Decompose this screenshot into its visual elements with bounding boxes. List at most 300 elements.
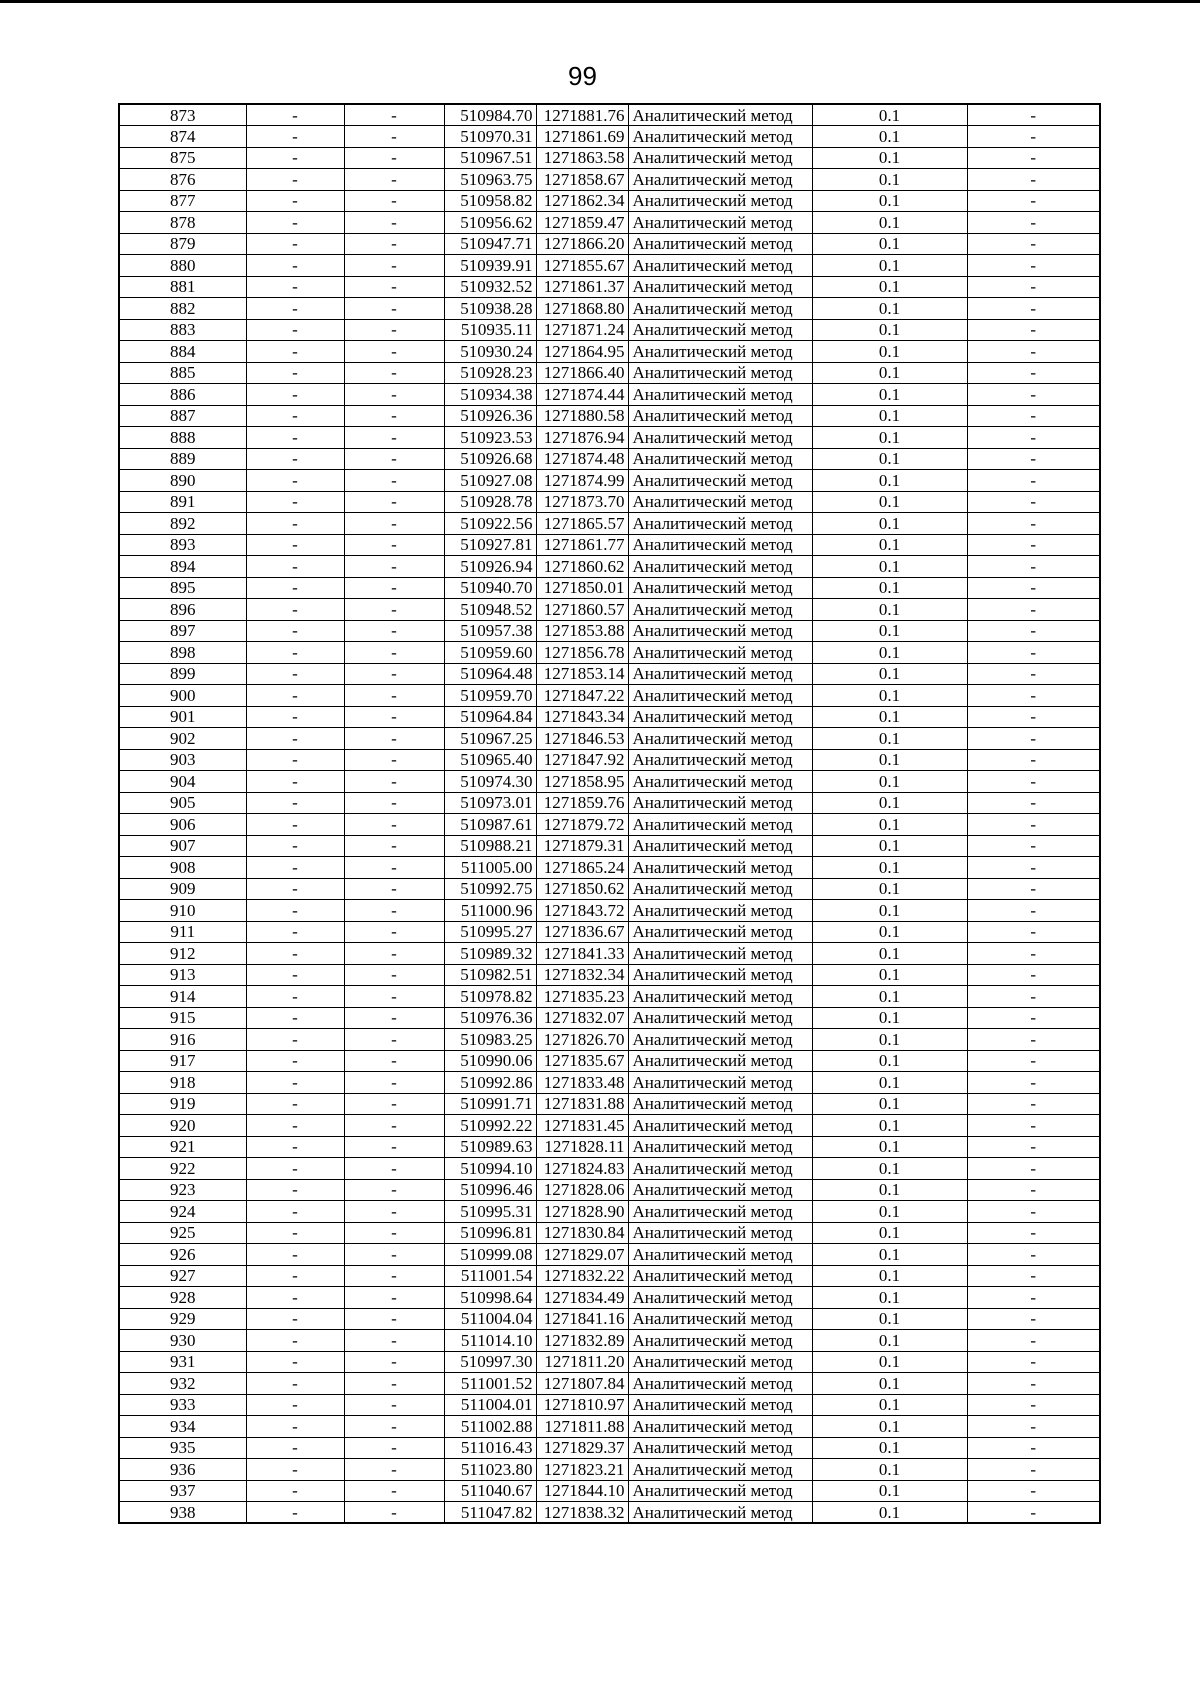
method-cell: Аналитический метод [628, 1222, 812, 1244]
old-y-cell: - [344, 1394, 444, 1416]
table-row [119, 491, 1100, 513]
table-row [119, 900, 1100, 922]
old-y-cell: - [344, 1502, 444, 1524]
old-y-cell: - [344, 255, 444, 277]
table-row [119, 384, 1100, 406]
old-x-cell: - [246, 534, 344, 556]
note-cell: - [967, 1480, 1100, 1502]
y-coordinate-cell: 1271874.44 [536, 384, 628, 406]
y-coordinate-cell: 1271828.06 [536, 1179, 628, 1201]
point-number-cell: 928 [119, 1287, 246, 1309]
old-y-cell: - [344, 964, 444, 986]
y-coordinate-cell: 1271873.70 [536, 491, 628, 513]
table-row [119, 663, 1100, 685]
note-cell: - [967, 1244, 1100, 1266]
x-coordinate-cell: 511040.67 [444, 1480, 536, 1502]
y-coordinate-cell: 1271866.40 [536, 362, 628, 384]
old-x-cell: - [246, 1287, 344, 1309]
accuracy-cell: 0.1 [812, 1437, 967, 1459]
accuracy-cell: 0.1 [812, 104, 967, 126]
y-coordinate-cell: 1271838.32 [536, 1502, 628, 1524]
accuracy-cell: 0.1 [812, 1093, 967, 1115]
note-cell: - [967, 255, 1100, 277]
note-cell: - [967, 1265, 1100, 1287]
old-x-cell: - [246, 577, 344, 599]
y-coordinate-cell: 1271810.97 [536, 1394, 628, 1416]
x-coordinate-cell: 511016.43 [444, 1437, 536, 1459]
old-x-cell: - [246, 212, 344, 234]
x-coordinate-cell: 510989.32 [444, 943, 536, 965]
point-number-cell: 904 [119, 771, 246, 793]
note-cell: - [967, 513, 1100, 535]
x-coordinate-cell: 510989.63 [444, 1136, 536, 1158]
old-x-cell: - [246, 556, 344, 578]
point-number-cell: 922 [119, 1158, 246, 1180]
y-coordinate-cell: 1271855.67 [536, 255, 628, 277]
accuracy-cell: 0.1 [812, 1050, 967, 1072]
old-y-cell: - [344, 470, 444, 492]
old-y-cell: - [344, 405, 444, 427]
method-cell: Аналитический метод [628, 384, 812, 406]
note-cell: - [967, 599, 1100, 621]
point-number-cell: 896 [119, 599, 246, 621]
note-cell: - [967, 212, 1100, 234]
y-coordinate-cell: 1271879.31 [536, 835, 628, 857]
old-y-cell: - [344, 169, 444, 191]
y-coordinate-cell: 1271823.21 [536, 1459, 628, 1481]
old-x-cell: - [246, 1265, 344, 1287]
method-cell: Аналитический метод [628, 341, 812, 363]
note-cell: - [967, 857, 1100, 879]
method-cell: Аналитический метод [628, 1072, 812, 1094]
method-cell: Аналитический метод [628, 1351, 812, 1373]
table-row [119, 749, 1100, 771]
y-coordinate-cell: 1271860.57 [536, 599, 628, 621]
method-cell: Аналитический метод [628, 1244, 812, 1266]
y-coordinate-cell: 1271824.83 [536, 1158, 628, 1180]
y-coordinate-cell: 1271828.90 [536, 1201, 628, 1223]
x-coordinate-cell: 510926.36 [444, 405, 536, 427]
x-coordinate-cell: 510974.30 [444, 771, 536, 793]
note-cell: - [967, 814, 1100, 836]
x-coordinate-cell: 510996.81 [444, 1222, 536, 1244]
table-row [119, 878, 1100, 900]
point-number-cell: 895 [119, 577, 246, 599]
note-cell: - [967, 534, 1100, 556]
old-y-cell: - [344, 792, 444, 814]
accuracy-cell: 0.1 [812, 276, 967, 298]
point-number-cell: 923 [119, 1179, 246, 1201]
note-cell: - [967, 1416, 1100, 1438]
point-number-cell: 897 [119, 620, 246, 642]
note-cell: - [967, 1072, 1100, 1094]
note-cell: - [967, 685, 1100, 707]
old-y-cell: - [344, 1265, 444, 1287]
point-number-cell: 925 [119, 1222, 246, 1244]
y-coordinate-cell: 1271858.95 [536, 771, 628, 793]
x-coordinate-cell: 510997.30 [444, 1351, 536, 1373]
method-cell: Аналитический метод [628, 1394, 812, 1416]
method-cell: Аналитический метод [628, 728, 812, 750]
accuracy-cell: 0.1 [812, 1394, 967, 1416]
table-body [119, 104, 1100, 1523]
method-cell: Аналитический метод [628, 943, 812, 965]
old-x-cell: - [246, 1222, 344, 1244]
table-row [119, 1244, 1100, 1266]
old-y-cell: - [344, 577, 444, 599]
method-cell: Аналитический метод [628, 298, 812, 320]
accuracy-cell: 0.1 [812, 298, 967, 320]
table-row [119, 1179, 1100, 1201]
y-coordinate-cell: 1271859.76 [536, 792, 628, 814]
point-number-cell: 886 [119, 384, 246, 406]
old-y-cell: - [344, 384, 444, 406]
accuracy-cell: 0.1 [812, 964, 967, 986]
accuracy-cell: 0.1 [812, 771, 967, 793]
table-row [119, 1072, 1100, 1094]
accuracy-cell: 0.1 [812, 556, 967, 578]
old-y-cell: - [344, 1287, 444, 1309]
point-number-cell: 875 [119, 147, 246, 169]
method-cell: Аналитический метод [628, 147, 812, 169]
note-cell: - [967, 921, 1100, 943]
old-y-cell: - [344, 534, 444, 556]
note-cell: - [967, 642, 1100, 664]
table-row [119, 255, 1100, 277]
x-coordinate-cell: 510967.51 [444, 147, 536, 169]
y-coordinate-cell: 1271826.70 [536, 1029, 628, 1051]
point-number-cell: 908 [119, 857, 246, 879]
x-coordinate-cell: 510958.82 [444, 190, 536, 212]
y-coordinate-cell: 1271874.99 [536, 470, 628, 492]
note-cell: - [967, 1502, 1100, 1524]
note-cell: - [967, 986, 1100, 1008]
note-cell: - [967, 663, 1100, 685]
point-number-cell: 935 [119, 1437, 246, 1459]
accuracy-cell: 0.1 [812, 1201, 967, 1223]
y-coordinate-cell: 1271864.95 [536, 341, 628, 363]
note-cell: - [967, 1437, 1100, 1459]
old-y-cell: - [344, 663, 444, 685]
table-row [119, 1459, 1100, 1481]
old-y-cell: - [344, 341, 444, 363]
note-cell: - [967, 900, 1100, 922]
table-row [119, 835, 1100, 857]
x-coordinate-cell: 511002.88 [444, 1416, 536, 1438]
y-coordinate-cell: 1271811.88 [536, 1416, 628, 1438]
x-coordinate-cell: 510957.38 [444, 620, 536, 642]
note-cell: - [967, 104, 1100, 126]
accuracy-cell: 0.1 [812, 513, 967, 535]
old-y-cell: - [344, 1416, 444, 1438]
note-cell: - [967, 1201, 1100, 1223]
y-coordinate-cell: 1271834.49 [536, 1287, 628, 1309]
accuracy-cell: 0.1 [812, 1007, 967, 1029]
table-row [119, 1201, 1100, 1223]
point-number-cell: 920 [119, 1115, 246, 1137]
old-x-cell: - [246, 943, 344, 965]
old-x-cell: - [246, 319, 344, 341]
y-coordinate-cell: 1271879.72 [536, 814, 628, 836]
old-x-cell: - [246, 792, 344, 814]
old-x-cell: - [246, 814, 344, 836]
table-row [119, 233, 1100, 255]
method-cell: Аналитический метод [628, 1115, 812, 1137]
accuracy-cell: 0.1 [812, 491, 967, 513]
x-coordinate-cell: 510995.31 [444, 1201, 536, 1223]
y-coordinate-cell: 1271832.89 [536, 1330, 628, 1352]
method-cell: Аналитический метод [628, 878, 812, 900]
note-cell: - [967, 878, 1100, 900]
old-y-cell: - [344, 599, 444, 621]
point-number-cell: 890 [119, 470, 246, 492]
note-cell: - [967, 384, 1100, 406]
point-number-cell: 921 [119, 1136, 246, 1158]
note-cell: - [967, 448, 1100, 470]
old-x-cell: - [246, 1072, 344, 1094]
old-x-cell: - [246, 1136, 344, 1158]
method-cell: Аналитический метод [628, 771, 812, 793]
method-cell: Аналитический метод [628, 1201, 812, 1223]
method-cell: Аналитический метод [628, 685, 812, 707]
note-cell: - [967, 319, 1100, 341]
method-cell: Аналитический метод [628, 1480, 812, 1502]
point-number-cell: 924 [119, 1201, 246, 1223]
point-number-cell: 930 [119, 1330, 246, 1352]
table-row [119, 1222, 1100, 1244]
point-number-cell: 936 [119, 1459, 246, 1481]
table-row [119, 1287, 1100, 1309]
old-x-cell: - [246, 1093, 344, 1115]
point-number-cell: 934 [119, 1416, 246, 1438]
table-row [119, 577, 1100, 599]
accuracy-cell: 0.1 [812, 341, 967, 363]
table-row [119, 341, 1100, 363]
old-x-cell: - [246, 921, 344, 943]
accuracy-cell: 0.1 [812, 147, 967, 169]
x-coordinate-cell: 510996.46 [444, 1179, 536, 1201]
method-cell: Аналитический метод [628, 577, 812, 599]
accuracy-cell: 0.1 [812, 1502, 967, 1524]
old-y-cell: - [344, 1437, 444, 1459]
old-x-cell: - [246, 1158, 344, 1180]
note-cell: - [967, 1222, 1100, 1244]
point-number-cell: 873 [119, 104, 246, 126]
x-coordinate-cell: 511047.82 [444, 1502, 536, 1524]
old-y-cell: - [344, 1115, 444, 1137]
note-cell: - [967, 943, 1100, 965]
x-coordinate-cell: 510932.52 [444, 276, 536, 298]
point-number-cell: 914 [119, 986, 246, 1008]
point-number-cell: 887 [119, 405, 246, 427]
method-cell: Аналитический метод [628, 255, 812, 277]
old-y-cell: - [344, 900, 444, 922]
accuracy-cell: 0.1 [812, 792, 967, 814]
method-cell: Аналитический метод [628, 1179, 812, 1201]
old-x-cell: - [246, 362, 344, 384]
accuracy-cell: 0.1 [812, 1351, 967, 1373]
note-cell: - [967, 1007, 1100, 1029]
note-cell: - [967, 964, 1100, 986]
table-row [119, 986, 1100, 1008]
method-cell: Аналитический метод [628, 448, 812, 470]
table-row [119, 126, 1100, 148]
y-coordinate-cell: 1271861.77 [536, 534, 628, 556]
old-x-cell: - [246, 470, 344, 492]
y-coordinate-cell: 1271832.07 [536, 1007, 628, 1029]
table-row [119, 448, 1100, 470]
note-cell: - [967, 147, 1100, 169]
method-cell: Аналитический метод [628, 427, 812, 449]
note-cell: - [967, 405, 1100, 427]
x-coordinate-cell: 511014.10 [444, 1330, 536, 1352]
method-cell: Аналитический метод [628, 642, 812, 664]
x-coordinate-cell: 511005.00 [444, 857, 536, 879]
y-coordinate-cell: 1271871.24 [536, 319, 628, 341]
x-coordinate-cell: 510999.08 [444, 1244, 536, 1266]
old-x-cell: - [246, 255, 344, 277]
accuracy-cell: 0.1 [812, 986, 967, 1008]
note-cell: - [967, 1330, 1100, 1352]
y-coordinate-cell: 1271831.45 [536, 1115, 628, 1137]
x-coordinate-cell: 510964.84 [444, 706, 536, 728]
accuracy-cell: 0.1 [812, 599, 967, 621]
method-cell: Аналитический метод [628, 104, 812, 126]
method-cell: Аналитический метод [628, 405, 812, 427]
note-cell: - [967, 169, 1100, 191]
old-y-cell: - [344, 1029, 444, 1051]
table-row [119, 771, 1100, 793]
old-y-cell: - [344, 728, 444, 750]
old-y-cell: - [344, 771, 444, 793]
accuracy-cell: 0.1 [812, 126, 967, 148]
x-coordinate-cell: 510963.75 [444, 169, 536, 191]
accuracy-cell: 0.1 [812, 1115, 967, 1137]
coordinates-table [118, 103, 1101, 1524]
note-cell: - [967, 126, 1100, 148]
x-coordinate-cell: 510926.68 [444, 448, 536, 470]
table-row [119, 1050, 1100, 1072]
old-y-cell: - [344, 126, 444, 148]
method-cell: Аналитический метод [628, 491, 812, 513]
y-coordinate-cell: 1271853.14 [536, 663, 628, 685]
x-coordinate-cell: 510935.11 [444, 319, 536, 341]
x-coordinate-cell: 510964.48 [444, 663, 536, 685]
accuracy-cell: 0.1 [812, 1244, 967, 1266]
old-x-cell: - [246, 384, 344, 406]
old-y-cell: - [344, 1201, 444, 1223]
accuracy-cell: 0.1 [812, 427, 967, 449]
y-coordinate-cell: 1271843.34 [536, 706, 628, 728]
y-coordinate-cell: 1271862.34 [536, 190, 628, 212]
point-number-cell: 876 [119, 169, 246, 191]
old-y-cell: - [344, 276, 444, 298]
method-cell: Аналитический метод [628, 1007, 812, 1029]
accuracy-cell: 0.1 [812, 642, 967, 664]
point-number-cell: 906 [119, 814, 246, 836]
accuracy-cell: 0.1 [812, 878, 967, 900]
y-coordinate-cell: 1271860.62 [536, 556, 628, 578]
old-y-cell: - [344, 835, 444, 857]
accuracy-cell: 0.1 [812, 405, 967, 427]
old-x-cell: - [246, 190, 344, 212]
method-cell: Аналитический метод [628, 1265, 812, 1287]
point-number-cell: 916 [119, 1029, 246, 1051]
point-number-cell: 907 [119, 835, 246, 857]
method-cell: Аналитический метод [628, 1459, 812, 1481]
accuracy-cell: 0.1 [812, 900, 967, 922]
point-number-cell: 901 [119, 706, 246, 728]
old-x-cell: - [246, 771, 344, 793]
table-row [119, 728, 1100, 750]
point-number-cell: 881 [119, 276, 246, 298]
old-x-cell: - [246, 1373, 344, 1395]
x-coordinate-cell: 510927.81 [444, 534, 536, 556]
method-cell: Аналитический метод [628, 1437, 812, 1459]
accuracy-cell: 0.1 [812, 1136, 967, 1158]
accuracy-cell: 0.1 [812, 169, 967, 191]
method-cell: Аналитический метод [628, 233, 812, 255]
method-cell: Аналитический метод [628, 319, 812, 341]
y-coordinate-cell: 1271807.84 [536, 1373, 628, 1395]
y-coordinate-cell: 1271847.22 [536, 685, 628, 707]
old-y-cell: - [344, 857, 444, 879]
accuracy-cell: 0.1 [812, 685, 967, 707]
table-row [119, 1158, 1100, 1180]
y-coordinate-cell: 1271866.20 [536, 233, 628, 255]
table-row [119, 599, 1100, 621]
point-number-cell: 909 [119, 878, 246, 900]
note-cell: - [967, 706, 1100, 728]
old-x-cell: - [246, 491, 344, 513]
old-y-cell: - [344, 448, 444, 470]
old-x-cell: - [246, 620, 344, 642]
table-row [119, 534, 1100, 556]
table-row [119, 1502, 1100, 1524]
table-row [119, 620, 1100, 642]
x-coordinate-cell: 510990.06 [444, 1050, 536, 1072]
old-x-cell: - [246, 298, 344, 320]
method-cell: Аналитический метод [628, 212, 812, 234]
method-cell: Аналитический метод [628, 513, 812, 535]
point-number-cell: 884 [119, 341, 246, 363]
y-coordinate-cell: 1271865.57 [536, 513, 628, 535]
point-number-cell: 933 [119, 1394, 246, 1416]
note-cell: - [967, 577, 1100, 599]
old-y-cell: - [344, 147, 444, 169]
x-coordinate-cell: 511004.04 [444, 1308, 536, 1330]
table-row [119, 427, 1100, 449]
old-x-cell: - [246, 642, 344, 664]
note-cell: - [967, 1029, 1100, 1051]
point-number-cell: 878 [119, 212, 246, 234]
point-number-cell: 883 [119, 319, 246, 341]
old-y-cell: - [344, 1308, 444, 1330]
point-number-cell: 926 [119, 1244, 246, 1266]
table-row [119, 319, 1100, 341]
table-row [119, 1093, 1100, 1115]
old-y-cell: - [344, 1480, 444, 1502]
table-row [119, 1437, 1100, 1459]
y-coordinate-cell: 1271859.47 [536, 212, 628, 234]
old-x-cell: - [246, 1330, 344, 1352]
x-coordinate-cell: 511004.01 [444, 1394, 536, 1416]
point-number-cell: 913 [119, 964, 246, 986]
accuracy-cell: 0.1 [812, 1179, 967, 1201]
note-cell: - [967, 1050, 1100, 1072]
accuracy-cell: 0.1 [812, 663, 967, 685]
note-cell: - [967, 1373, 1100, 1395]
